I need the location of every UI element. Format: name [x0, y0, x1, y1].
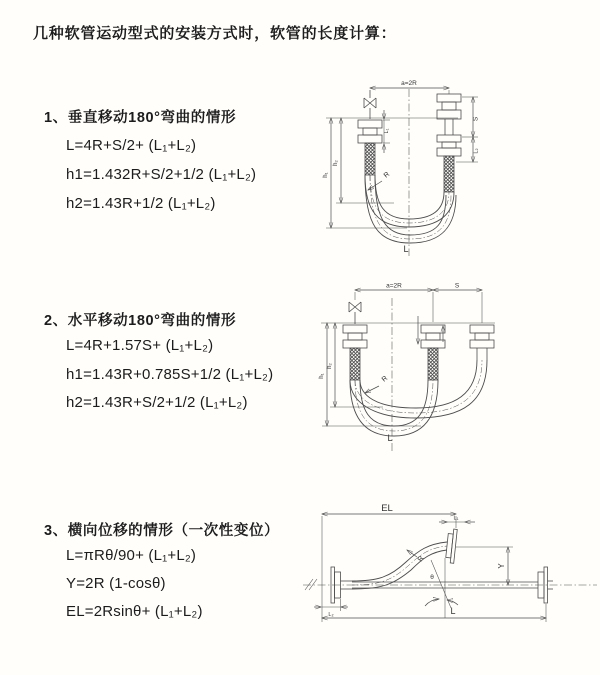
d2-travel-label: S [454, 282, 460, 290]
d3-el-label: EL [381, 503, 393, 514]
right-flange-fitting-lower [437, 135, 461, 156]
left-flange-fitting [343, 325, 367, 348]
right-flange-fitting [470, 325, 494, 360]
dimension-L [322, 604, 546, 622]
d3-offset-label: Y [497, 563, 506, 569]
dimension-h1 [319, 323, 421, 426]
section-1-formula-h1: h1=1.432R+S/2+1/2 (L₁+L₂) [66, 166, 257, 183]
section-1-heading: 1、垂直移动180°弯曲的情形 [44, 110, 237, 126]
dimension-span [355, 283, 482, 324]
d1-fit-right-label: L₂ [473, 148, 480, 154]
d2-length-label: L [387, 433, 393, 443]
dimension-fit-left [383, 110, 390, 153]
braided-hose-middle [428, 348, 438, 380]
d1-fit-left-label: L₁ [384, 128, 390, 134]
section-2-formula-h2: h2=1.43R+S/2+1/2 (L₁+L₂) [66, 394, 248, 411]
page-title: 几种软管运动型式的安装方式时，软管的长度计算： [33, 25, 397, 42]
d3-fit-left-label: L₂ [328, 612, 334, 618]
dimension-EL [322, 503, 456, 622]
middle-flange-fitting [421, 325, 445, 348]
section-2-heading: 2、水平移动180°弯曲的情形 [44, 313, 237, 329]
hose-curves [365, 175, 456, 243]
radius-callout [365, 375, 389, 393]
d3-fit-top-label: L₁ [453, 515, 459, 522]
section-2-formula-h1: h1=1.43R+0.785S+1/2 (L₁+L₂) [66, 366, 274, 383]
dimension-Y [456, 547, 513, 585]
right-flange-fitting-upper [437, 94, 461, 135]
braided-hose-left [365, 143, 375, 175]
section-3-heading: 3、横向位移的情形（一次性变位） [44, 523, 280, 539]
d3-angle-label: θ [430, 574, 434, 581]
hose-curves [350, 360, 487, 436]
section-3-formula-EL: EL=2Rsinθ+ (L₁+L₂) [66, 603, 203, 620]
valve-icon [349, 302, 361, 324]
dimension-travel-S [456, 97, 480, 162]
dimension-span [370, 80, 449, 94]
section-3-formula-L: L=πRθ/90+ (L₁+L₂) [66, 547, 197, 564]
diagram-lateral-displacement [295, 500, 600, 650]
radius-callout [407, 550, 426, 563]
d1-radius-label: R [382, 170, 392, 180]
d3-radius-label: R [416, 554, 426, 564]
d2-radius-label: R [380, 374, 390, 384]
dimension-fit-top [439, 516, 475, 523]
section-2-formula-L: L=4R+1.57S+ (L₁+L₂) [66, 337, 214, 354]
d1-travel-label: S [472, 116, 480, 122]
axis-break-mark [305, 579, 317, 590]
d3-length-label: L [450, 606, 456, 616]
section-1-formula-L: L=4R+S/2+ (L₁+L₂) [66, 137, 197, 154]
left-flange-fitting [358, 120, 382, 143]
valve-icon [364, 90, 376, 119]
braided-hose-right [444, 156, 454, 192]
upper-flange-fitting [445, 529, 457, 564]
d2-h2-label: h₂ [327, 363, 333, 369]
section-1-formula-h2: h2=1.43R+1/2 (L₁+L₂) [66, 195, 216, 212]
d1-h1-label: h₁ [323, 172, 329, 178]
section-3-formula-Y: Y=2R (1-cosθ) [66, 575, 166, 592]
braided-hose-left [350, 348, 360, 380]
d2-span-label: a=2R [386, 282, 402, 290]
d1-span-label: a=2R [401, 80, 417, 87]
d2-h1-label: h₁ [319, 373, 325, 379]
d1-h2-label: h₂ [333, 160, 339, 166]
d1-length-label: L [403, 244, 409, 254]
diagram-vertical-180-bend [306, 73, 571, 258]
diagram-horizontal-180-bend [303, 280, 573, 460]
